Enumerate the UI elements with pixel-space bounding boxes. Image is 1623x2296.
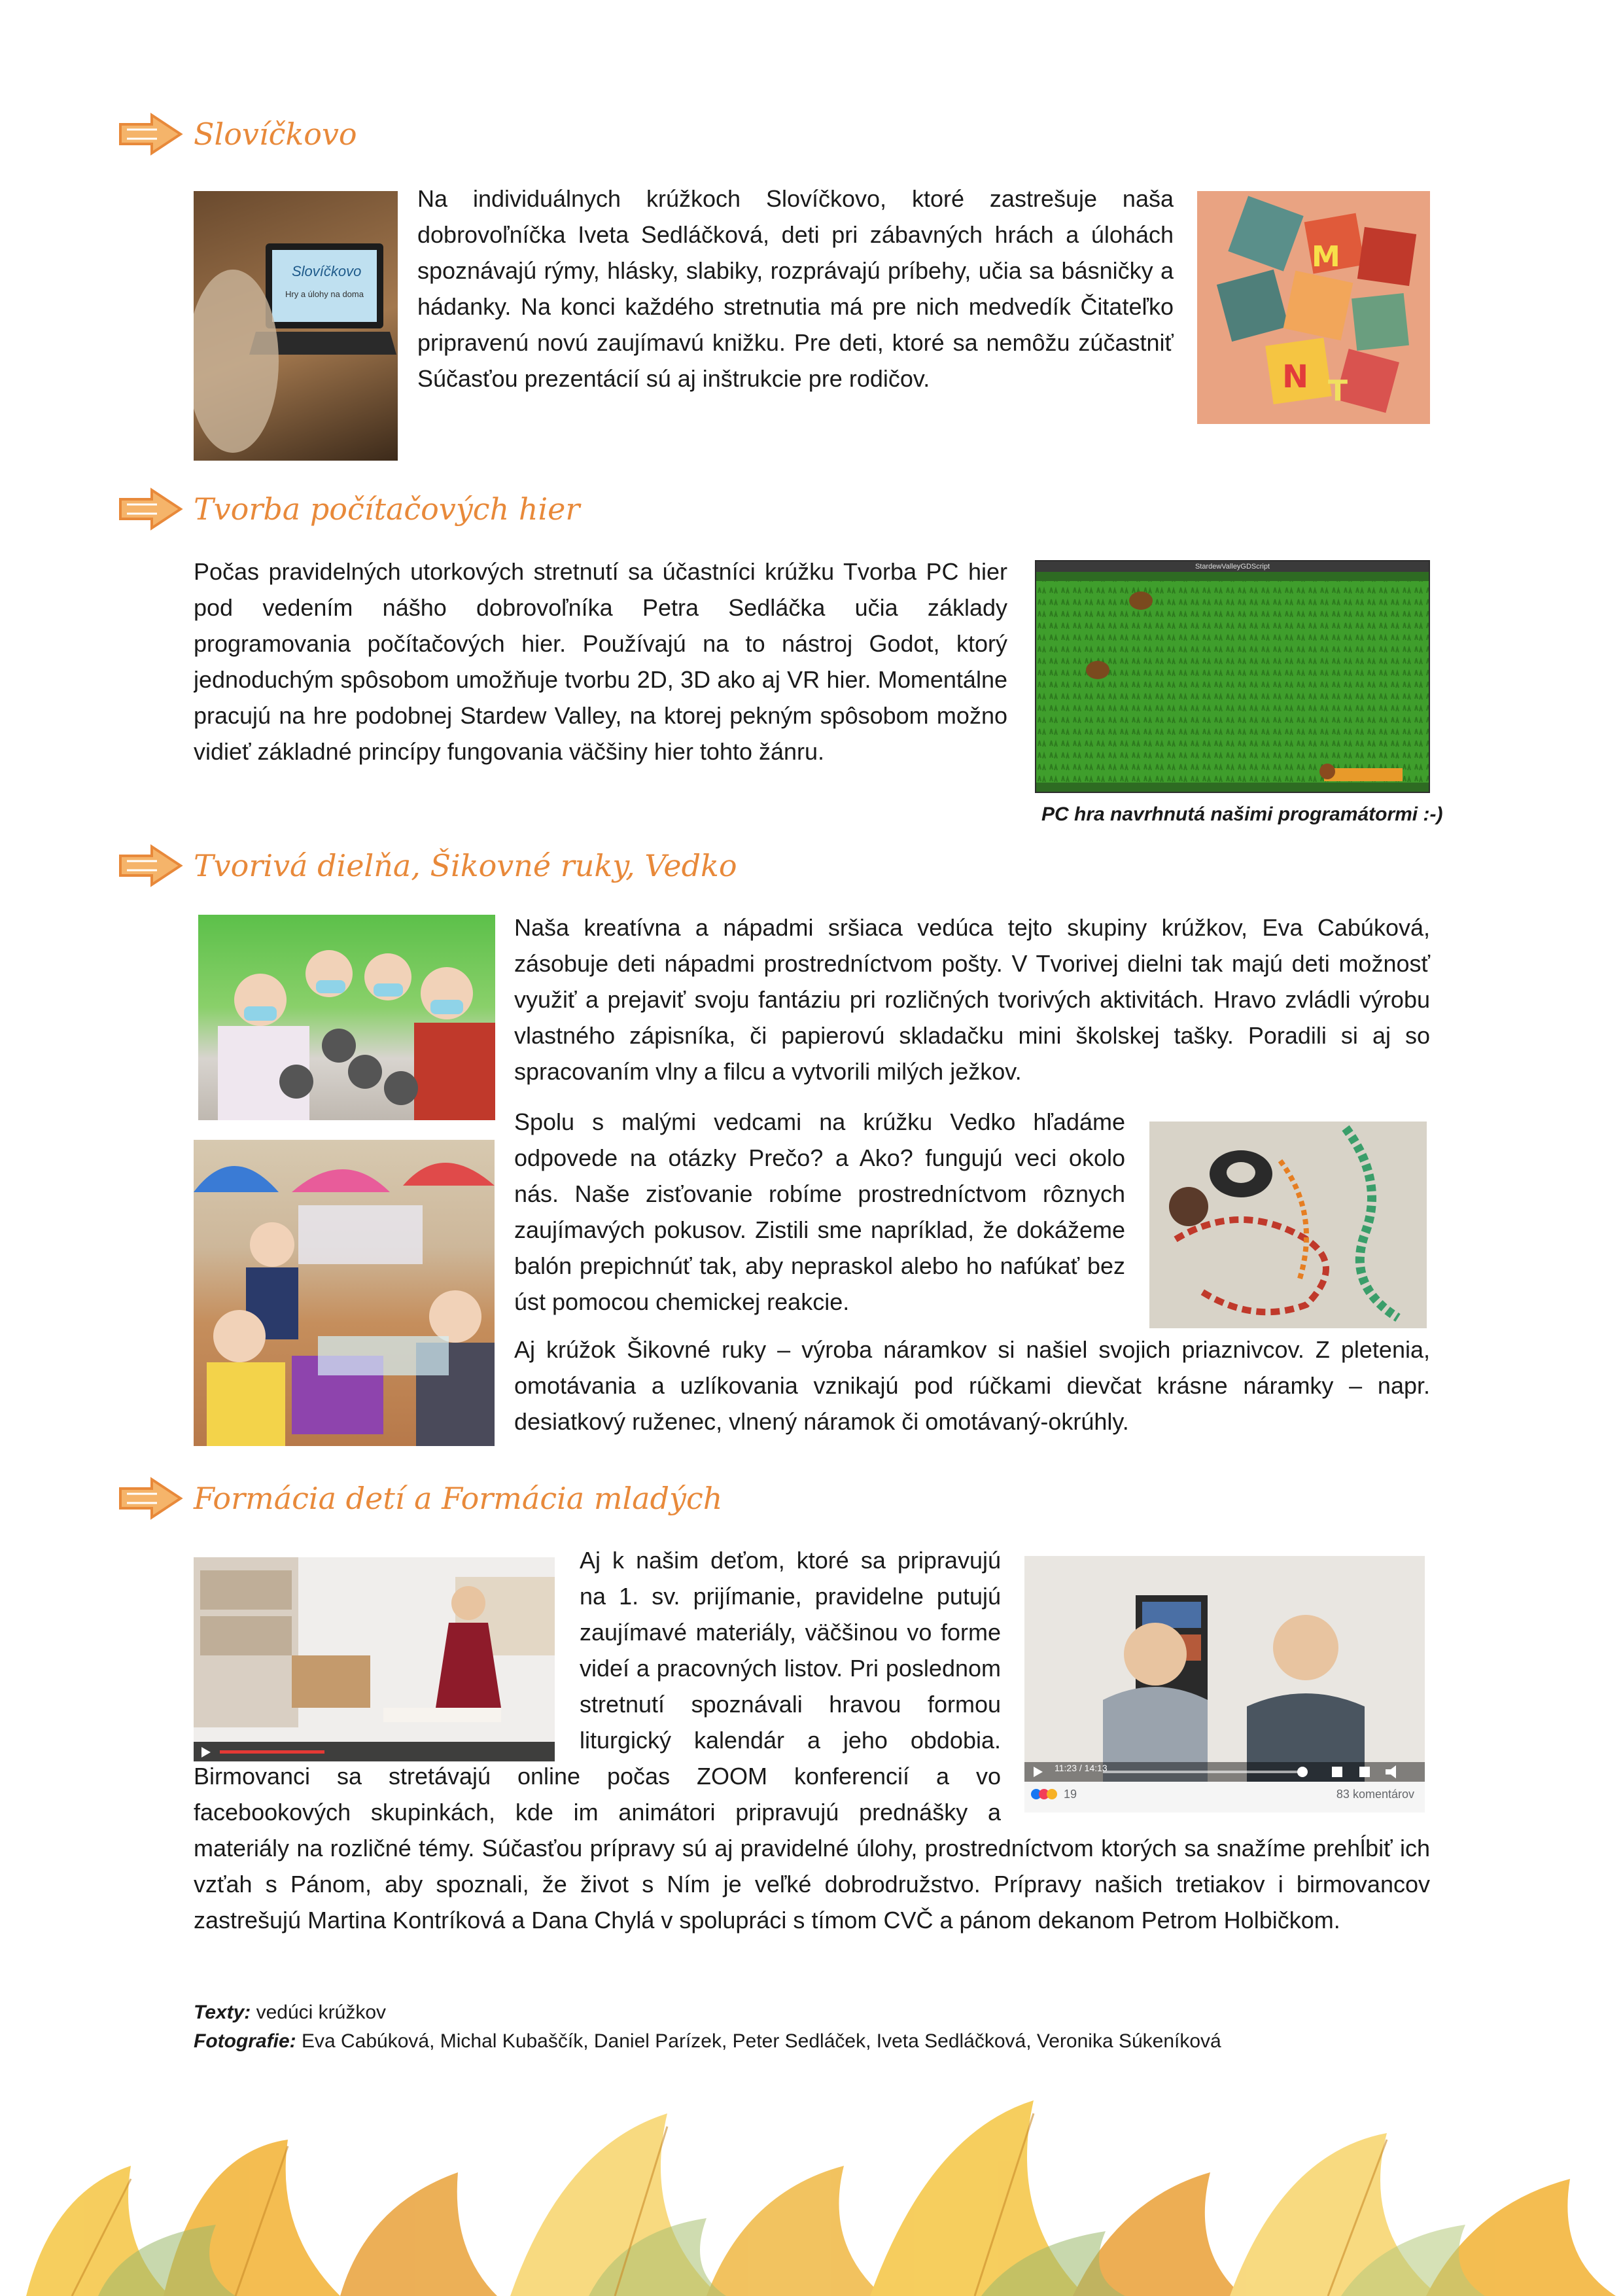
workshop-paragraph-1: Naša kreatívna a nápadmi sršiaca vedúca tejto skupiny krúžkov, Eva Cabúková, zásobuje deti nápadmi prostredníctvom pošty. V Tvorivej dielni tak majú deti možnosť využiť a prejaviť svoju fantáziu pri rozličných tvorivých aktivitách. Hravo zvládli výrobu vlastného zápisníka, či papierovú skladačku mini školskej tašky. Poradili si aj so spracovaním vlny a filcu a vytvorili milých ježkov. [514,914,1430,1085]
game-screenshot [1035,560,1430,793]
laptop-screen-title: Slovíčkovo [292,263,362,279]
workshop-text-2 [514,1104,1125,1320]
formation-paragraph: Aj k našim deťom, ktoré sa pripravujú na 1. sv. prijímanie, pravidelne putujú zaujímavé materiály, väčšinou vo forme videí a pracovných listov. Pri poslednom stretnutí spoznávali hravou formou liturgický kalendár a jeho obdobia. Birmovanci sa stretávajú online počas ZOOM konferencií a vo facebookových skupinkách, kde im animátori pripravujú prednášky a materiály na rozličné témy. Súčasťou prípravy sú aj pravidelné úlohy, prostredníctvom ktorých sa snažíme prehĺbiť ich vzťah s Pánom, aby spoznali, že život s Ním je veľké dobrodružstvo. Prípravy našich tretiakov i birmovancov zastrešujú Martina Kontríková a Dana Chylá v spolupráci s tímom CVČ a pánom dekanom Petrom Holbičkom. [194,1547,1430,1934]
laptop-screen-subtitle: Hry a úlohy na doma [285,289,364,299]
games-text [194,554,1007,828]
svg-text:T: T [1328,374,1348,408]
photo-child-laptop [194,191,398,461]
section-heading-slovickovo [118,105,357,164]
svg-text:M: M [1312,240,1340,274]
autumn-leaves-decoration [0,2074,1623,2296]
workshop-paragraph-2: Spolu s malými vedcami na krúžku Vedko hľadáme odpovede na otázky Prečo? a Ako? fungujú veci okolo nás. Naše zisťovanie robíme prostredníctvom rôznych zaujímavých pokusov. Zistili sme napríklad, že dokážeme balón prepichnúť tak, aby nepraskol alebo ho nafúkať bez úst pomocou chemickej reakcie. [514,1108,1125,1315]
section-heading-games [118,480,580,539]
arrow-bullet-icon [118,843,183,889]
workshop-paragraph-3: Aj krúžok Šikovné ruky – výroba náramkov si našiel svojich priaznivcov. Z pletenia, omotávania a uzlíkovania vznikajú pod rúčkami dievčat krásne náramky – napr. desiatkový ruženec, vlnený náramok či omotávaný-okrúhly. [514,1336,1430,1435]
section-heading-formation [118,1469,722,1528]
slovickovo-paragraph-tail: Súčasťou prezentácií sú aj inštrukcie pre rodičov. [417,365,930,392]
workshop-text-3 [514,1332,1430,1439]
section-title: Tvorba počítačových hier [194,491,580,527]
games-paragraph: Počas pravidelných utorkových stretnutí sa účastníci krúžku Tvorba PC hier pod vedením nášho dobrovoľníka Petra Sedláčka učia základy programovania počítačových hier. Používajú na to nástroj Godot, ktorý jednoduchým spôsobom umožňuje tvorbu 2D, 3D ako aj VR hier. Momentálne pracujú na hre podobnej Stardew Valley, na ktorej pekným spôsobom možno vidieť základné princípy fungovania väčšiny hier tohto žánru. [194,558,1007,765]
section-title: Slovíčkovo [194,116,357,152]
arrow-bullet-icon [118,1475,183,1521]
formation-text [194,1542,1430,1974]
section-title: Formácia detí a Formácia mladých [194,1481,723,1516]
comments-count[interactable]: 83 komentárov [1336,1788,1414,1801]
slovickovo-paragraph: Na individuálnych krúžkoch Slovíčkovo, ktoré zastrešuje naša dobrovoľníčka Iveta Sedláčková, deti pri zábavných hrách a úlohách spoznávajú rýmy, hlásky, slabiky, rozprávajú príbehy, učia sa básničky a hádanky. Na konci každého stretnutia má pre nich medvedík Čitateľko pripravenú novú zaujímavú knižku. Pre deti, ktoré sa nemôžu zúčastniť [417,185,1174,356]
credits [194,1998,1221,2056]
arrow-bullet-icon [118,111,183,157]
section-title: Tvorivá dielňa, Šikovné ruky, Vedko [194,848,737,883]
svg-text:N: N [1282,359,1309,395]
game-caption: PC hra navrhnutá našimi programátormi :-) [1041,804,1443,825]
credits-photos: Fotografie: Eva Cabúková, Michal Kubaščík, Daniel Parízek, Peter Sedláček, Iveta Sedláčková, Veronika Súkeníková [194,2030,1221,2052]
photo-kids-hedgehogs [198,915,495,1120]
game-window-title: StardewValleyGDScript [1036,561,1429,572]
video-time: 11:23 / 14:13 [1055,1763,1108,1773]
slovickovo-text-narrow [417,181,1174,361]
reactions-count: 19 [1064,1788,1077,1801]
arrow-bullet-icon [118,486,183,532]
slovickovo-text-continued [417,361,1430,468]
credits-texts: Texty: vedúci krúžkov [194,2002,386,2023]
workshop-text-1 [514,910,1430,1089]
photo-kids-experiments [194,1140,495,1446]
section-heading-workshop [118,836,737,895]
photo-bracelets [1149,1122,1427,1328]
